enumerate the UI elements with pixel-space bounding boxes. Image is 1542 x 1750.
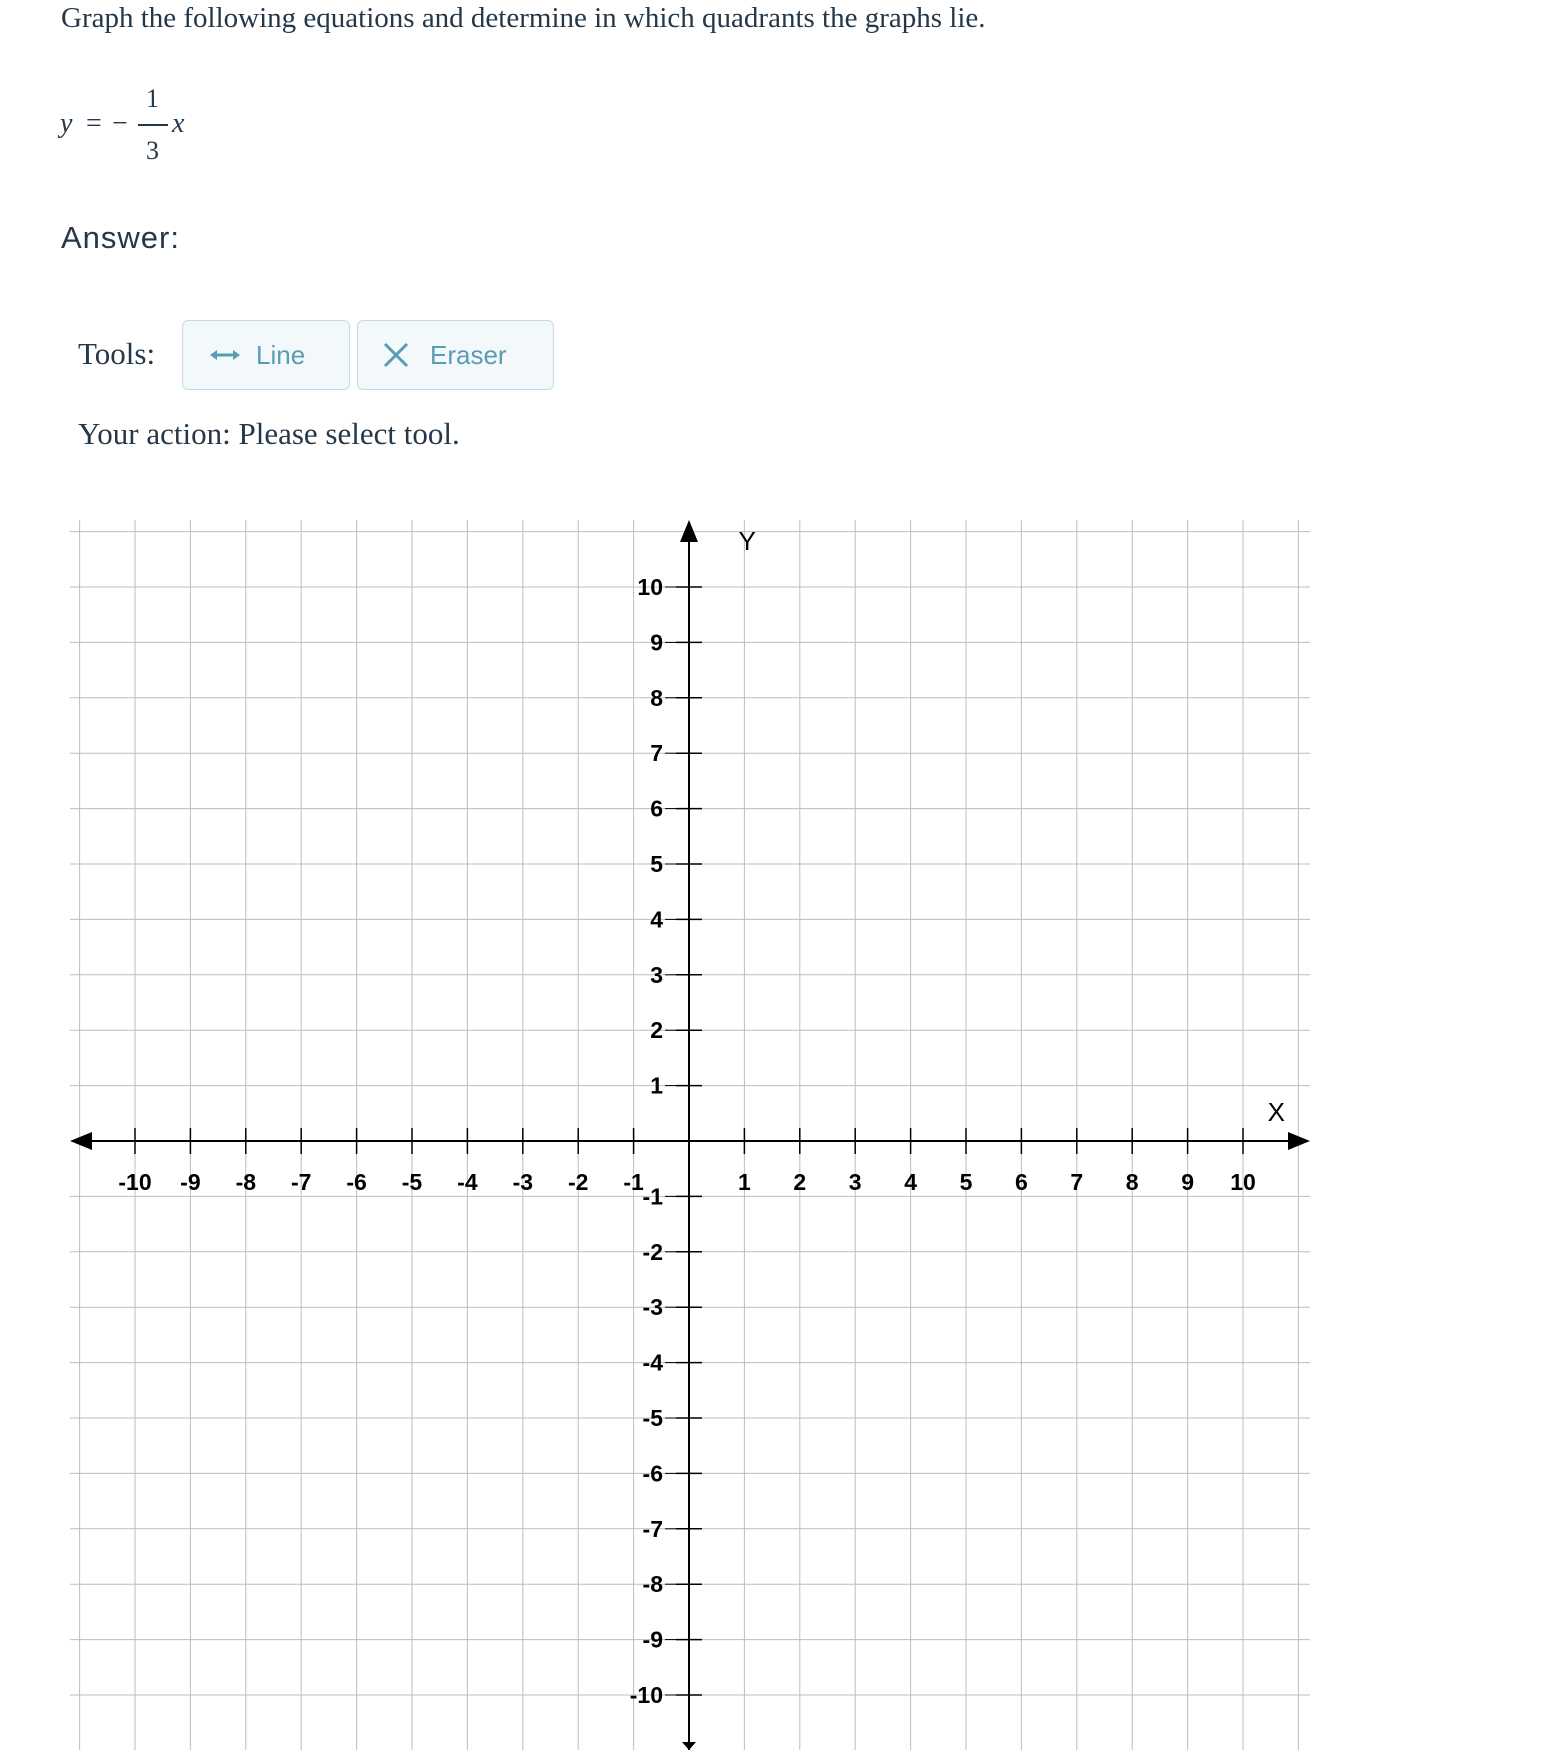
y-tick-label: -7	[642, 1515, 663, 1542]
x-tick-label: 4	[904, 1169, 917, 1195]
y-tick-label: -9	[642, 1626, 663, 1653]
x-tick-label: 7	[1070, 1169, 1084, 1195]
x-tick-label: 1	[738, 1169, 751, 1195]
y-tick-label: -5	[642, 1405, 663, 1431]
y-tick-label: -10	[629, 1682, 663, 1708]
equation-equals: =	[86, 108, 102, 139]
y-tick-label: 9	[650, 629, 663, 656]
tools-label: Tools:	[78, 336, 156, 371]
x-tick-label: -2	[567, 1169, 589, 1195]
y-tick-label: -1	[642, 1183, 663, 1210]
y-tick-label: -2	[642, 1238, 663, 1265]
y-axis-label: Y	[738, 526, 756, 556]
x-axis-left-arrow	[70, 1132, 92, 1150]
x-axis-right-arrow	[1288, 1132, 1310, 1150]
x-tick-label: 8	[1125, 1169, 1139, 1195]
line-tool-label: Line	[256, 339, 306, 370]
action-prefix: Your action:	[78, 416, 231, 451]
y-tick-label: 2	[650, 1017, 663, 1044]
x-tick-label: -10	[118, 1169, 152, 1195]
eraser-tool-label: Eraser	[430, 339, 507, 370]
x-tick-label: -9	[180, 1169, 201, 1195]
x-tick-label: 2	[793, 1169, 807, 1195]
x-tick-label: 6	[1015, 1169, 1028, 1195]
y-axis-bottom-arrow	[682, 1742, 696, 1750]
y-tick-label: 7	[650, 740, 663, 767]
y-tick-label: 4	[650, 906, 663, 933]
y-tick-label: -8	[642, 1571, 663, 1598]
answer-label: Answer:	[61, 220, 180, 255]
y-tick-label: -4	[642, 1349, 663, 1376]
y-tick-label: 10	[637, 574, 663, 600]
x-tick-label: 5	[959, 1169, 973, 1195]
y-axis-top-arrow	[680, 520, 698, 542]
question-text: Graph the following equations and determine in which quadrants the graphs lie.	[61, 2, 986, 34]
x-tick-label: -7	[290, 1169, 312, 1195]
y-tick-label: 1	[650, 1072, 663, 1099]
x-tick-label: 10	[1230, 1169, 1256, 1195]
equation-lhs: y	[60, 108, 73, 139]
x-tick-label: -6	[346, 1169, 367, 1195]
x-tick-label: -3	[512, 1169, 534, 1195]
x-tick-label: 9	[1181, 1169, 1194, 1195]
x-tick-label: 3	[848, 1169, 862, 1195]
x-axis-label: X	[1267, 1097, 1285, 1127]
equation-denominator: 3	[146, 136, 159, 165]
y-tick-label: 8	[650, 684, 663, 711]
y-tick-label: -6	[642, 1460, 663, 1487]
x-tick-label: -5	[401, 1169, 423, 1195]
action-message: Please select tool.	[238, 416, 460, 451]
y-tick-label: 5	[650, 851, 663, 877]
x-tick-label: -1	[623, 1169, 644, 1195]
x-tick-label: -4	[457, 1169, 478, 1195]
equation-sign: −	[112, 108, 128, 139]
y-tick-label: 6	[650, 795, 663, 822]
y-tick-label: 3	[650, 961, 663, 988]
y-tick-label: -3	[642, 1294, 663, 1321]
equation-variable: x	[172, 108, 185, 139]
x-tick-label: -8	[235, 1169, 257, 1195]
equation-numerator: 1	[146, 84, 159, 113]
